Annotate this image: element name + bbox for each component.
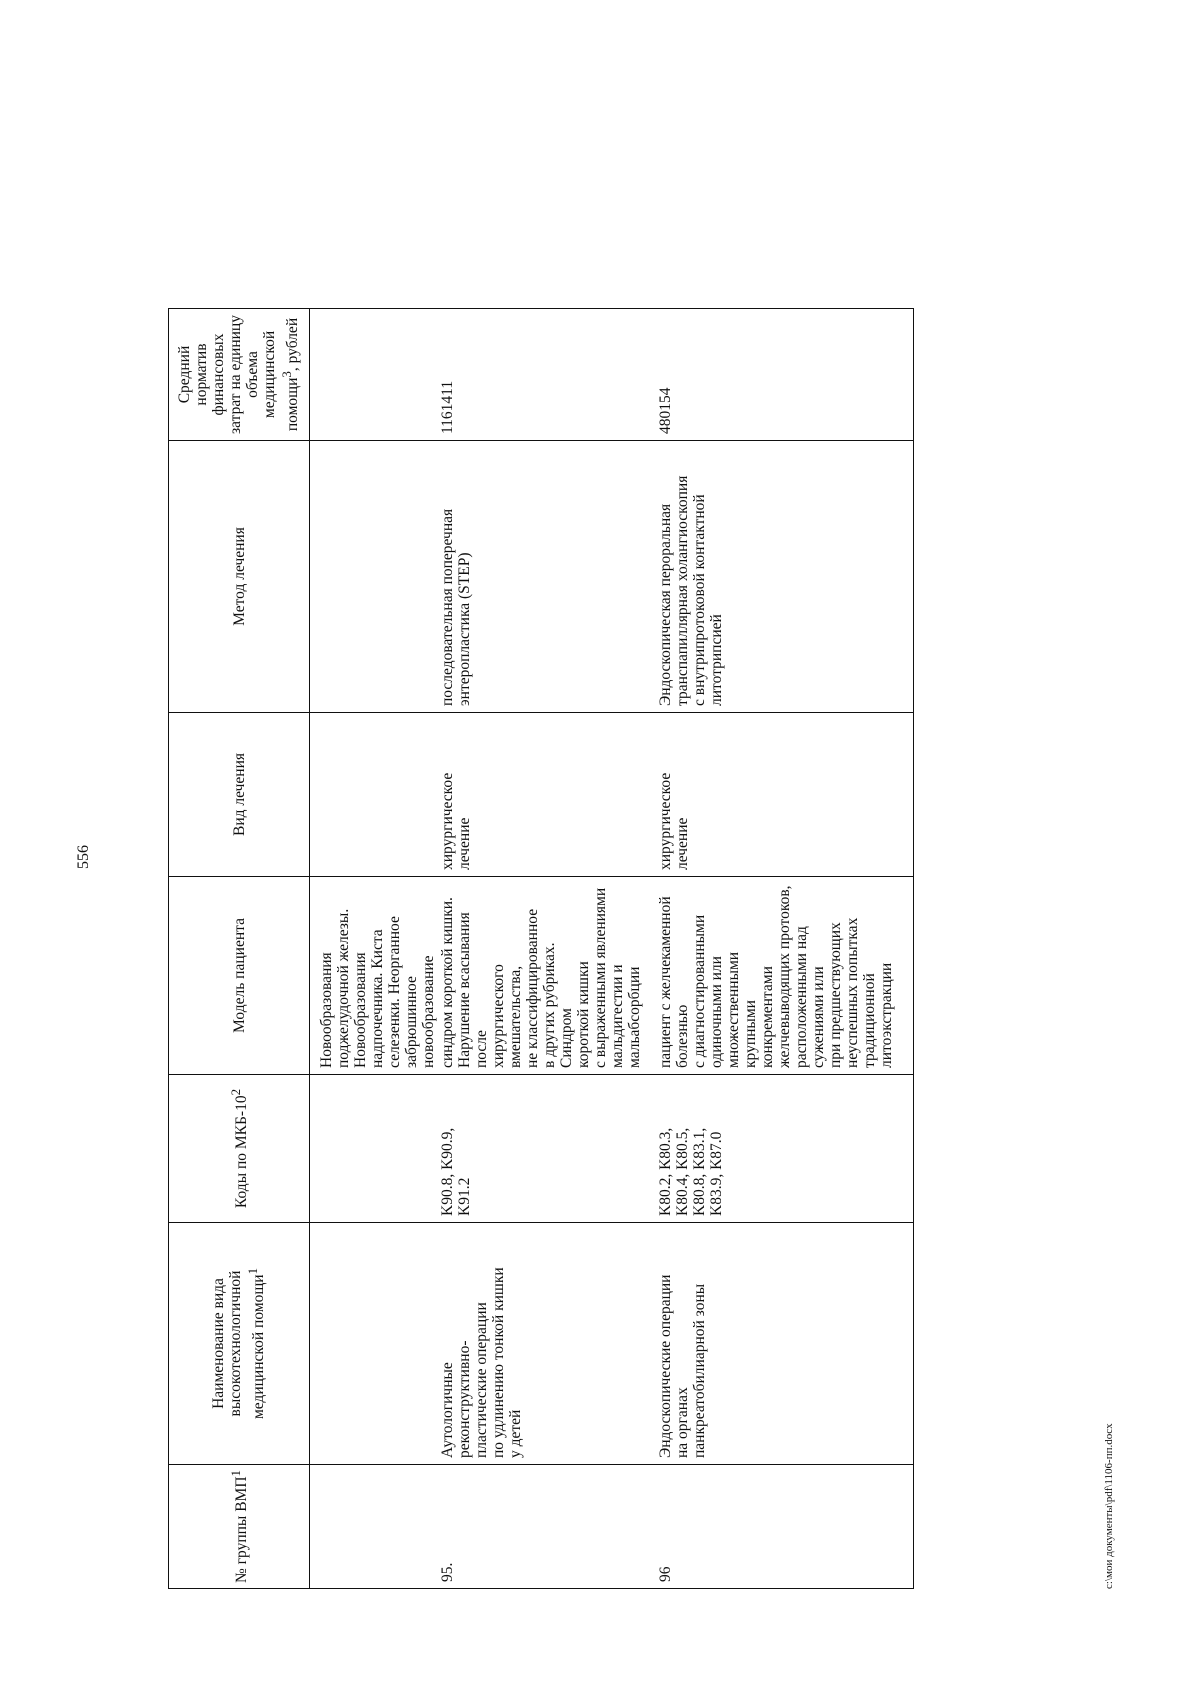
average-cost: 1161411 [439, 309, 657, 441]
header-row [169, 309, 310, 1589]
header-treatment-method: Метод лечения [169, 441, 310, 713]
footer-file-path: c:\мои документы\pdf\1106-пп.docx [1103, 1423, 1115, 1589]
header-group-number: № группы ВМП$^1$ [169, 1465, 310, 1589]
patient-model: синдром короткой кишки. Нарушение всасывания после хирургического вмешательства, не классифицированное в других рубриках. Синдром короткой кишки с выраженными явлениями мальдигестии и мальабсорбции [439, 877, 657, 1075]
table-row [439, 309, 657, 1589]
average-cost: 480154 [657, 309, 914, 441]
treatment-type: хирургическое лечение [657, 713, 914, 877]
vmp-table [168, 308, 914, 1589]
header-icd-codes: Коды по МКБ-$10^2$ [169, 1075, 310, 1223]
group-number: 96 [657, 1465, 914, 1589]
icd-codes: K80.2, K80.3, K80.4, K80.5, K80.8, K83.1, K83.9, K87.0 [657, 1075, 914, 1223]
table-row [657, 309, 914, 1589]
page-number: 556 [75, 845, 92, 869]
group-number: 95. [439, 1465, 657, 1589]
header-care-type-name: Наименование вида высокотехнологичной медицинской помощи$^1$ [169, 1223, 310, 1465]
continuation-patient-model: Новообразования поджелудочной железы. Новообразования надпочечника. Киста селезенки. Неорганное забрюшинное новообразование [310, 877, 440, 1075]
continuation-row [310, 309, 440, 1589]
treatment-type: хирургическое лечение [439, 713, 657, 877]
care-type-name: Аутологичные реконструктивно- пластические операции по удлинению тонкой кишки у детей [439, 1223, 657, 1465]
header-average-cost: Средний норматив финансовых затрат на единицу объема медицинской помощи$^3$, рублей [169, 309, 310, 441]
header-treatment-type: Вид лечения [169, 713, 310, 877]
care-type-name: Эндоскопические операции на органах панкреатобилиарной зоны [657, 1223, 914, 1465]
treatment-method: Эндоскопическая пероральная транспапиллярная холангиоскопия с внутрипротоковой контактной литотрипсией [657, 441, 914, 713]
treatment-method: последовательная поперечная энтеропластика (STEP) [439, 441, 657, 713]
icd-codes: K90.8, K90.9, K91.2 [439, 1075, 657, 1223]
patient-model: пациент с желчекаменной болезнью с диагностированными одиночными или множественными крупными конкрементами желчевыводящих протоков, расположенными над сужениями или при предшествующих неуспешных попытках традиционной литоэкстракции [657, 877, 914, 1075]
header-patient-model: Модель пациента [169, 877, 310, 1075]
